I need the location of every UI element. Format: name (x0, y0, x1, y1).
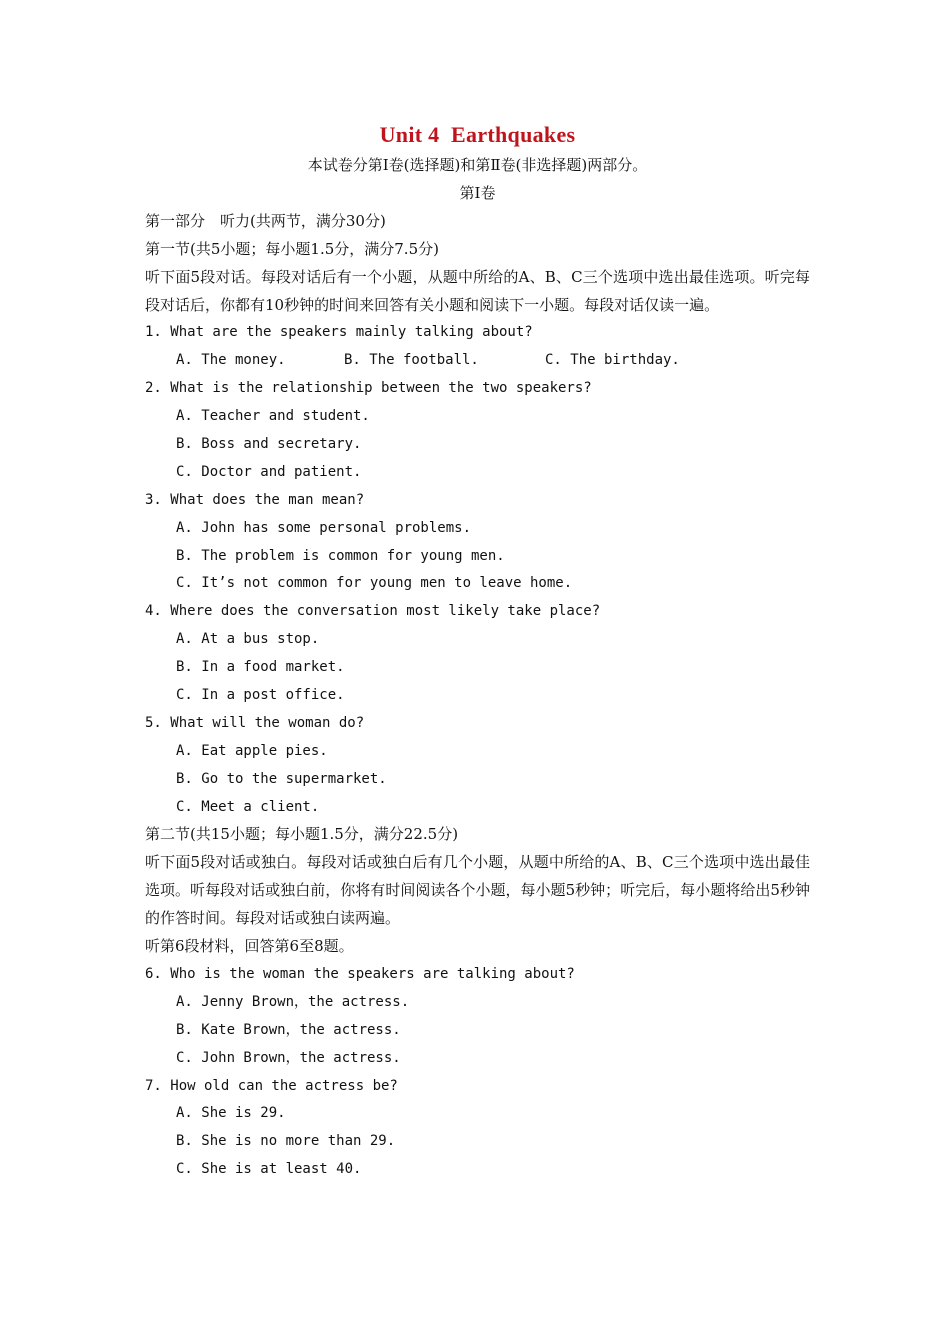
option-c: C. The birthday. (545, 352, 680, 369)
option-b: B. Kate Brown，the actress. (176, 1021, 401, 1038)
option-a: A. She is 29. (176, 1105, 286, 1122)
question-stem: 5. What will the woman do? (145, 714, 365, 731)
question-1 (145, 319, 810, 375)
question-5 (145, 710, 810, 822)
question-stem: 6. Who is the woman the speakers are talking about? (145, 966, 575, 982)
option-a: A. Jenny Brown，the actress. (176, 993, 410, 1010)
question-stem: 4. Where does the conversation most likely take place? (145, 603, 601, 620)
question-stem: 1. What are the speakers mainly talking about? (145, 324, 533, 341)
volume-heading: 第Ⅰ卷 (459, 183, 496, 202)
question-6 (145, 961, 810, 1073)
option-row (145, 347, 810, 375)
section2-instructions: 听下面5段对话或独白。每段对话或独白后有几个小题，从题中所给的A、B、C三个选项中选出最佳选项。听每段对话或独白前，你将有时间阅读各个小题，每小题5秒钟；听完后，每小题将给出5秒钟的作答时间。每段对话或独白读两遍。 (145, 853, 810, 928)
option-c: C. Doctor and patient. (176, 463, 362, 480)
question-stem: 3. What does the man mean? (145, 491, 365, 508)
option-b: B. Boss and secretary. (176, 436, 362, 452)
option-a: A. At a bus stop. (176, 631, 320, 648)
option-c: C. In a post office. (176, 687, 345, 704)
option-c: C. She is at least 40. (176, 1161, 362, 1178)
option-a: A. The money. (176, 352, 286, 369)
unit-title: Unit 4 Earthquakes (379, 122, 576, 147)
section2-heading: 第二节(共15小题；每小题1.5分，满分22.5分) (145, 825, 459, 844)
exam-page (145, 118, 810, 1184)
section1-instructions: 听下面5段对话。每段对话后有一个小题，从题中所给的A、B、C三个选项中选出最佳选项。听完每段对话后，你都有10秒钟的时间来回答有关小题和阅读下一小题。每段对话仅读一遍。 (145, 267, 810, 314)
section1-heading: 第一节(共5小题；每小题1.5分，满分7.5分) (145, 239, 439, 258)
option-a: A. John has some personal problems. (176, 519, 472, 536)
option-b: B. Go to the supermarket. (176, 770, 387, 787)
question-4 (145, 598, 810, 710)
part1-heading: 第一部分 听力(共两节，满分30分) (145, 211, 386, 230)
option-a: A. Teacher and student. (176, 408, 370, 425)
option-c: C. It’s not common for young men to leave home. (176, 575, 573, 592)
option-b: B. In a food market. (176, 659, 345, 676)
question-7 (145, 1073, 810, 1185)
option-b: B. The problem is common for young men. (176, 547, 505, 564)
material-6-heading: 听第6段材料，回答第6至8题。 (145, 937, 354, 956)
option-c: C. John Brown，the actress. (176, 1049, 401, 1066)
option-c: C. Meet a client. (176, 798, 320, 815)
question-3 (145, 487, 810, 599)
option-a: A. Eat apple pies. (176, 742, 328, 759)
exam-intro: 本试卷分第Ⅰ卷(选择题)和第Ⅱ卷(非选择题)两部分。 (307, 156, 648, 174)
option-b: B. The football. (344, 352, 479, 369)
option-b: B. She is no more than 29. (176, 1133, 396, 1150)
question-stem: 7. How old can the actress be? (145, 1077, 398, 1094)
question-2 (145, 375, 810, 487)
question-stem: 2. What is the relationship between the two speakers? (145, 380, 592, 397)
